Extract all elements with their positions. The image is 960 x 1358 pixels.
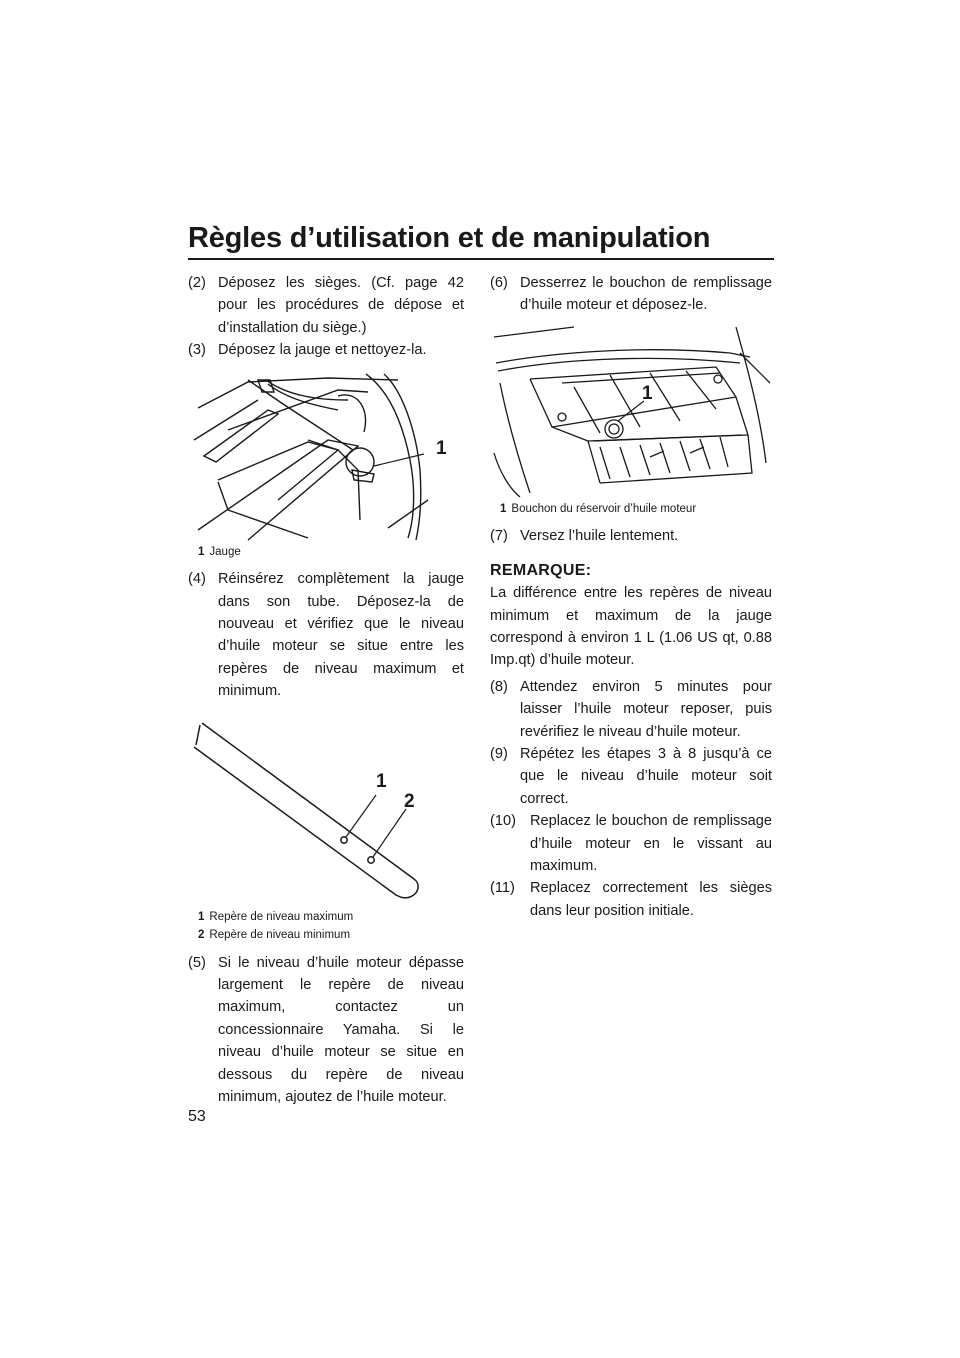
figure-caption <box>500 501 772 518</box>
step-4 <box>188 568 464 702</box>
step-8 <box>490 676 772 743</box>
step-9 <box>490 743 772 810</box>
caption-text: Jauge <box>209 545 241 558</box>
figure-caption <box>198 927 464 944</box>
step-11 <box>490 877 772 922</box>
step-6 <box>490 272 772 317</box>
callout-1: 1 <box>376 770 387 792</box>
step-number: (4) <box>188 571 206 588</box>
caption-number: 1 <box>198 545 205 558</box>
step-3 <box>188 339 464 361</box>
step-text: Si le niveau d’huile moteur dépasse largement le repère de niveau maximum, contactez un concessionnaire Yamaha. Si le niveau d’huile moteur se situe en dessous du repère de niveau minimum, ajoutez de l’huile moteur. <box>218 954 464 1105</box>
figure-caption <box>198 909 464 926</box>
step-text: Déposez les sièges. (Cf. page 42 pour les procédures de dépose et d’installation du siège.) <box>218 275 464 336</box>
step-number: (6) <box>490 275 508 291</box>
step-number: (9) <box>490 745 508 762</box>
step-number: (8) <box>490 678 508 695</box>
step-number: (11) <box>490 880 515 897</box>
caption-text: Bouchon du réservoir d’huile moteur <box>511 502 697 515</box>
step-10 <box>490 810 772 877</box>
caption-text: Repère de niveau minimum <box>209 929 351 942</box>
caption-text: Repère de niveau maximum <box>209 910 354 923</box>
step-text: Replacez correctement les sièges dans leur position initiale. <box>530 880 772 919</box>
callout-1: 1 <box>436 437 447 459</box>
step-number: (5) <box>188 954 206 971</box>
step-number: (7) <box>490 528 508 545</box>
page-title: Règles d’utilisation et de manipulation <box>188 222 711 254</box>
right-column <box>490 272 772 922</box>
step-number: (3) <box>188 342 206 359</box>
callout-2: 2 <box>404 790 415 812</box>
caption-number: 2 <box>198 929 205 942</box>
left-column <box>188 272 464 1108</box>
dipstick-location-illustration <box>188 370 464 542</box>
page-number: 53 <box>188 1108 206 1125</box>
oil-filler-cap-illustration <box>490 323 772 499</box>
step-text: Replacez le bouchon de remplissage d’huile moteur en le vissant au maximum. <box>530 813 772 874</box>
step-number: (2) <box>188 275 206 291</box>
figure-caption <box>198 544 464 561</box>
caption-number: 1 <box>500 502 507 515</box>
callout-1: 1 <box>642 382 653 404</box>
step-text: Répétez les étapes 3 à 8 jusqu’à ce que le niveau d’huile moteur soit correct. <box>520 745 772 807</box>
title-rule <box>188 258 774 260</box>
note-heading: REMARQUE: <box>490 561 592 579</box>
step-7 <box>490 525 772 547</box>
step-5 <box>188 952 464 1109</box>
step-text: Attendez environ 5 minutes pour laisser l’huile moteur reposer, puis revérifiez le niveau d’huile moteur. <box>520 678 772 740</box>
step-text: Desserrez le bouchon de remplissage d’huile moteur et déposez-le. <box>520 275 772 314</box>
step-number: (10) <box>490 813 516 830</box>
dipstick-level-marks-illustration <box>188 717 464 907</box>
step-2 <box>188 272 464 339</box>
caption-number: 1 <box>198 910 205 923</box>
note-text: La différence entre les repères de niveau minimum et maximum de la jauge correspond à environ 1 L (1.06 US qt, 0.88 Imp.qt) d’huile moteur. <box>490 585 772 669</box>
step-text: Déposez la jauge et nettoyez-la. <box>218 342 427 359</box>
step-text: Réinsérez complètement la jauge dans son tube. Déposez-la de nouveau et vérifiez que le niveau d’huile moteur se situe entre les repères de niveau maximum et minimum. <box>218 571 464 700</box>
step-text: Versez l’huile lentement. <box>520 528 679 545</box>
